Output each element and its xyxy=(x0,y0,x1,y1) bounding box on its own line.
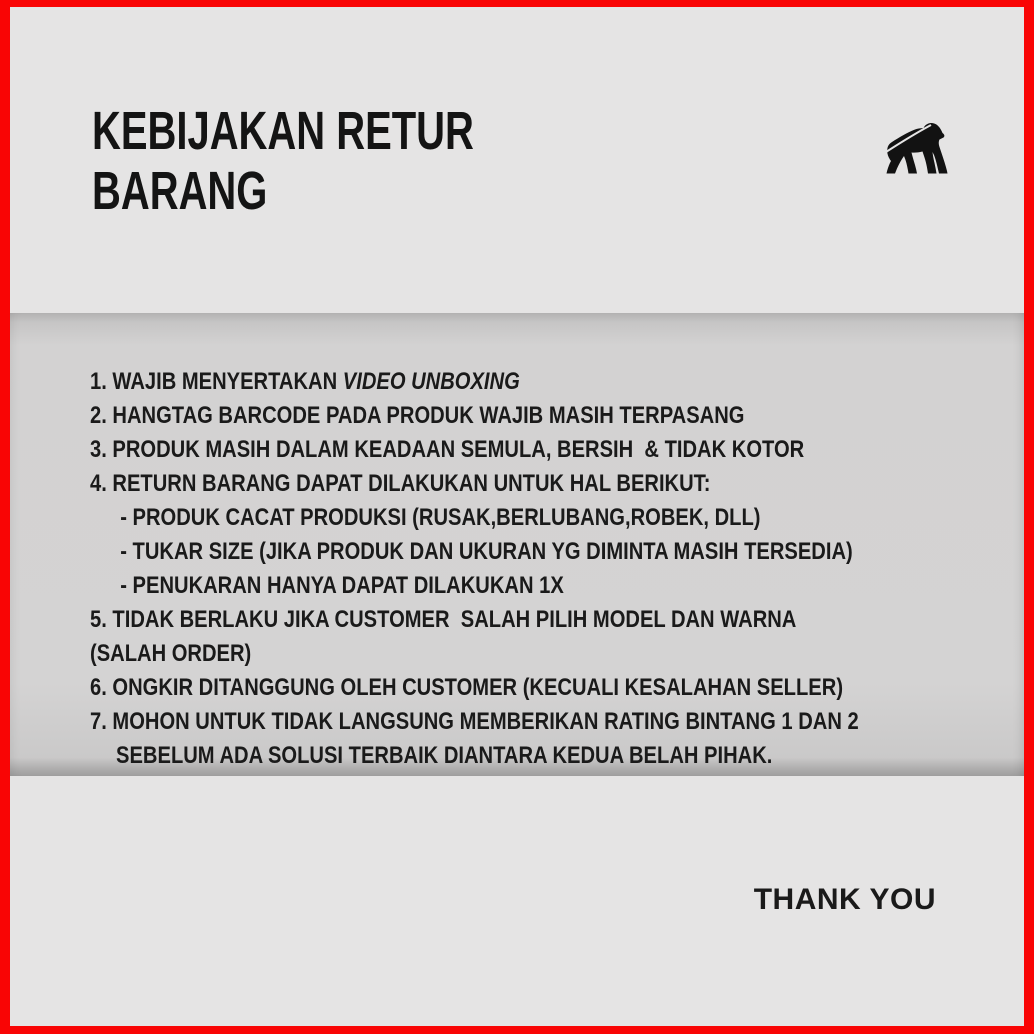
page-title-line2: BARANG xyxy=(92,161,268,221)
policy-item-1 xyxy=(90,365,861,399)
thank-you-text: THANK YOU xyxy=(753,883,936,916)
policy-item-3: 3. PRODUK MASIH DALAM KEADAAN SEMULA, BERSIH & TIDAK KOTOR xyxy=(90,436,805,463)
policy-item-4: 4. RETURN BARANG DAPAT DILAKUKAN UNTUK HAL BERIKUT: xyxy=(90,470,711,497)
header-band xyxy=(10,7,1024,313)
policy-item-1-italic: VIDEO UNBOXING xyxy=(342,368,520,395)
policy-item-2: 2. HANGTAG BARCODE PADA PRODUK WAJIB MASIH TERPASANG xyxy=(90,402,745,429)
policy-list xyxy=(10,313,1024,773)
poster-inner xyxy=(10,7,1024,1026)
policy-item-4-sub-1: - PRODUK CACAT PRODUKSI (RUSAK,BERLUBANG,ROBEK, DLL) xyxy=(120,504,761,531)
policy-band xyxy=(10,313,1024,776)
policy-item-7-continuation: SEBELUM ADA SOLUSI TERBAIK DIANTARA KEDUA BELAH PIHAK. xyxy=(116,742,773,769)
policy-item-6: 6. ONGKIR DITANGGUNG OLEH CUSTOMER (KECUALI KESALAHAN SELLER) xyxy=(90,674,844,701)
page-title-line1: KEBIJAKAN RETUR xyxy=(92,101,474,161)
gorilla-icon xyxy=(882,120,950,178)
page-title xyxy=(92,101,474,221)
footer-band xyxy=(10,776,1024,1026)
policy-item-4-sub-2: - TUKAR SIZE (JIKA PRODUK DAN UKURAN YG DIMINTA MASIH TERSEDIA) xyxy=(120,538,853,565)
policy-item-5: 5. TIDAK BERLAKU JIKA CUSTOMER SALAH PILIH MODEL DAN WARNA (SALAH ORDER) xyxy=(90,606,802,667)
policy-item-7: 7. MOHON UNTUK TIDAK LANGSUNG MEMBERIKAN RATING BINTANG 1 DAN 2 xyxy=(90,708,859,735)
policy-item-1-text: 1. WAJIB MENYERTAKAN xyxy=(90,368,343,395)
policy-item-4-sub-3: - PENUKARAN HANYA DAPAT DILAKUKAN 1X xyxy=(120,572,564,599)
